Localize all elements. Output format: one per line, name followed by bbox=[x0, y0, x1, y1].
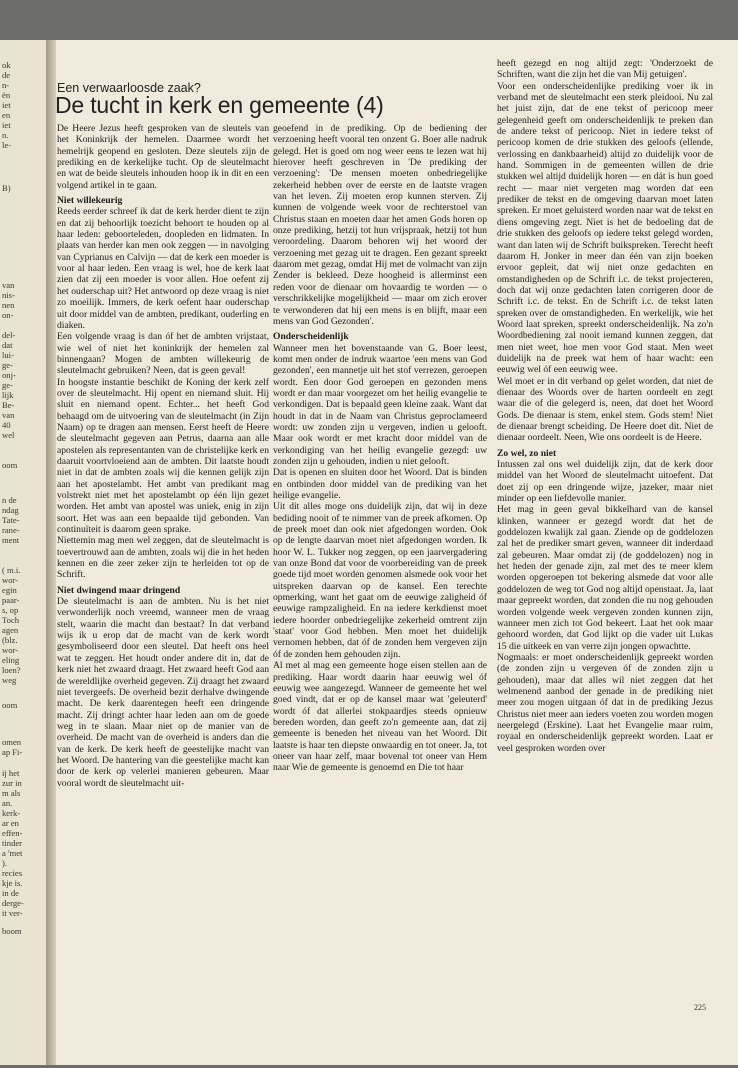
paragraph: heeft gezegd en nog altijd zegt: 'Onderzoekt de Schriften, want die zijn het die van Mij getuigen'. bbox=[497, 58, 713, 81]
prev-page-fragment: del- dat lui- ge- onj- ge- lijk Be- van 40 wel bbox=[2, 330, 16, 440]
article-column-1 bbox=[57, 123, 269, 789]
prev-page-fragment: omen ap Fi- bbox=[2, 737, 23, 757]
section-heading: Niet dwingend maar dringend bbox=[57, 584, 181, 596]
prev-page-fragment: ok de n- ën iet en iet n. le- bbox=[2, 60, 12, 150]
paragraph: Intussen zal ons wel duidelijk zijn, dat de kerk door middel van het Woord de sleutelmacht uitoefent. Dat doet zij op een dringende wijze, jazeker, maar niet minder op een liefdevolle manier. bbox=[497, 459, 713, 505]
section-heading: Onderscheidenlijk bbox=[273, 331, 349, 343]
prev-page-fragment: ( m.i. wor- egin paar- s, op Toch agen (blz. wor- eling loen? weg bbox=[2, 565, 21, 685]
paragraph: Wel moet er in dit verband op gelet worden, dat niet de dienaar des Woords over de harten oordeelt en zegt waar die of die gelegerd is, neen, dat doet het Woord Gods. De dienaar is stem, enkel stem. Gods stem! Niet de dienaar brengt scheiding. De Heere doet dit. Niet de dienaar oordeelt. Neen, Wie ons oordeelt is de Heere. bbox=[497, 375, 713, 444]
paragraph: Voor een onderscheidenlijke prediking voer ik in verband met de sleutelmacht een sterk pleidooi. Nu zal het juist zijn, dat de ene tekst of pericoop meer gelegenheid geeft om onderscheidenlijk te preken dan de andere tekst of pericoop. Niet in iedere tekst of pericoop komen de drie stukken des geloofs (ellende, verlossing en dankbaarheid) altijd zo duidelijk voor de hand. Sommigen in de gemeenten willen de drie stukken wel altijd duidelijk horen — en dát is hun goed recht — maar niet vergeten mag worden dat een prediker de tekst en de omgeving daarvan moet laten spreken. Er moet geluisterd worden naar wat de tekst en diens omgeving zegt. Niet is het de bedoeling dat de drie stukken des geloofs op iedere tekst gelegd worden, want dan laten wij de Schrift buikspreken. Terecht heeft daarom H. Jonker in meer dan één van zijn boeken ervoor gepleit, dat wij niet onze gedachten en omstandigheden op de Schrift i.c. de tekst projecteren, doch dat wij onze gedachten laten corrigeren door de Schrift i.c. de tekst. En de Schrift i.c. de tekst laten spreken over de omstandigheden. En werkelijk, wie het Woord laat spreken, spreekt onderscheidenlijk. Na zo'n Woordbediening zal nooit iemand kunnen zeggen, dat men niet weet, hoe men voor God staat. Men weet duidelijk na de preek wat hem of haar wacht: een eeuwig wel óf een eeuwig wee. bbox=[497, 80, 713, 376]
prev-page-fragment: ij het zur in m als an. kerk- ar en effen- tinder a 'met ). recies kje is. in de derge- it ver- bbox=[2, 768, 24, 918]
prev-page-fragment: oom bbox=[2, 700, 18, 710]
prev-page-fragment: B) bbox=[2, 183, 11, 193]
previous-page-edge bbox=[0, 40, 47, 1065]
paragraph: geoefend in de prediking. Op de bediening der verzoening heeft vooral ten onzent G. Boer alle nadruk gelegd. Het is goed om nog weer eens te lezen wat hij hierover heeft geschreven in 'De prediking der verzoening': 'De mensen moeten onbedriegelijke zekerheid hebben over de eerste en de laatste vragen van het leven. Zij moeten erop kunnen sterven. Zij kunnen de volgende week voor de rechterstoel van Christus staan en moeten daar het amen Gods horen op onze prediking, hetzij tot hun vrijspraak, hetzij tot hun veroordeling. Daarom behoren wij het woord der verzoening met gezag uit te dragen. Een gezant spreekt daarom met gezag, omdat Hij met de volmacht van zijn Zender is bekleed. Deze hoogheid is allerminst een reden voor de dienaar om hovaardig te worden — o verschrikkelijke mogelijkheid — maar om zich erover te verwonderen dat hij een mens is en blijft, maar een mens van God Gezonden'. bbox=[273, 123, 487, 327]
paragraph: De sleutelmacht is aan de ambten. Nu is het niet verwonderlijk noch vreemd, wanneer men de vraag stelt, waarin die macht dan bestaat? In dat verband wijs ik u erop dat de macht van de kerk wordt gesymboliseerd door een sleutel. Dat heeft ons heel wat te zeggen. Het houdt onder andere dit in, dat de kerk niet het zwaard draagt. Het zwaard heeft God aan de wereldlijke overheid gegeven. Zij draagt het zwaard niet tevergeefs. De overheid bezit derhalve dwingende macht. De kerk daarentegen heeft een dringende macht. Zij dringt achter haar leden aan om de goede weg in te slaan. Maar niet op de manier van de overheid. De macht van de overheid is anders dan die van de kerk. De kerk heeft de geestelijke macht van het Woord. De hantering van die geestelijke macht kan door de kerk op velerlei manieren gebeuren. Maar vooral wordt de sleutelmacht uit- bbox=[57, 596, 269, 789]
prev-page-fragment: van nis- nen on- bbox=[2, 280, 15, 320]
paragraph: Al met al mag een gemeente hoge eisen stellen aan de prediking. Haar wordt daarin haar eeuwig wel óf eeuwig wee aangezegd. Wanneer de gemeente het wel goed vindt, dat er op de kansel maar wat 'geleuterd' wordt óf dat allerlei stokpaardjes steeds opnieuw bereden worden, dan geeft zo'n gemeente aan, dat zij gemeente is beneden het niveau van het Woord. Dit laatste is haar ten diepste onwaardig en tot oneer. Ja, tot oneer van haar zelf, maar bovenal tot oneer van Hem naar Wie de gemeente is genoemd en Die tot haar bbox=[273, 660, 487, 774]
paragraph: Dat is openen en sluiten door het Woord. Dat is binden en ontbinden door middel van de prediking van het heilige evangelie. bbox=[273, 467, 487, 501]
article-column-3 bbox=[497, 58, 713, 754]
paragraph: Nogmaals: er moet onderscheidenlijk gepreekt worden (de zonden zijn u vergeven óf de zonden zijn u gehouden), maar dat alles wil niet zeggen dat het welmenend aanbod der genade in de prediking niet meer zou mogen uitgaan óf dat in de prediking Jezus Christus niet meer aan ieders voeten zou worden mogen neergelegd (Erskine). Laat het Evangelie maar ruim, royaal en onderscheidenlijk gepreekt worden. Laat er veel gesproken worden over bbox=[497, 651, 713, 754]
paragraph: Het mag in geen geval bikkelhard van de kansel klinken, wanneer er gezegd wordt dat het de goddelozen kwalijk zal gaan. Ziende op de goddelozen zal het de prediker smart geven, wanneer dit inderdaad zal gebeuren. Maar omdat zij (de goddelozen) nog in het heden der genade zijn, zal met des te meer klem worden opgeroepen tot bekering alsmede dat voor alle goddelozen de weg tot God nog altijd openstaat. Ja, laat maar gepreekt worden, dat zonden die nu nog gehouden worden volgende week vergeven zonden kunnen zijn, wanneer men zich tot God bekeert. Laat het ook maar gehoord worden, dat God lijkt op die vader uit Lukas 15 die uitkeek en van verre zijn jongen opwachtte. bbox=[497, 504, 713, 652]
paragraph: Reeds eerder schreef ik dat de kerk herder dient te zijn en dat zij behoorlijk toezicht behoort te houden op al haar leden: geboorteleden, doopleden en lidmaten. In plaats van herder kan men ook zeggen — in navolging van Cyprianus en Calvijn — dat de kerk een moeder is voor al haar leden. Een vraag is wel, hoe de kerk laat zien dat zij een moeder is voor allen. Hoe oefent zij het ouderschap uit? Het antwoord op deze vraag is niet zo moeilijk. Immers, de kerk oefent haar ouderschap uit door middel van de ambten, predikant, ouderling en diaken. bbox=[57, 206, 269, 331]
paragraph: In hoogste instantie beschikt de Koning der kerk zelf over de sleutelmacht. Hij opent en niemand sluit. Hij sluit en niemand opent. Echter... het heeft God behaagd om de uitvoering van de sleutelmacht (in Zijn Naam) op te dragen aan mensen. Eerst heeft de Heere de sleutelmacht gegeven aan Petrus, daarna aan alle apostelen als representanten van de christelijke kerk en daaruit voortvloeiend aan de ambten. Dit laatste houdt niet in dat de ambten zoals wij die kennen gelijk zijn aan het apostelambt. Het ambt van predikant mag volstrekt niet met het apostelambt op één lijn gezet worden. Het ambt van apostel was uniek, enig in zijn soort. Het was aan een bepaalde tijd gebonden. Van continuïteit is daarom geen sprake. bbox=[57, 376, 269, 536]
prev-page-fragment: boom bbox=[2, 926, 22, 936]
paragraph: Een volgende vraag is dan óf het de ambten vrijstaat, wie wel of niet het koninkrijk der hemelen zal binnengaan? Mogen de ambten willekeurig de sleutelmacht gebruiken? Neen, dat is geen geval! bbox=[57, 331, 269, 377]
paragraph: De Heere Jezus heeft gesproken van de sleutels van het Koninkrijk der hemelen. Daarmee wordt het hemelrijk geopend en gesloten. Deze sleutels zijn de prediking en de kerkelijke tucht. Op de sleutelmacht en wat de beide sleutels inhouden hoop ik in dit en een volgend artikel in te gaan. bbox=[57, 123, 269, 191]
paragraph: Niettemin mag men wel zeggen, dat de sleutelmacht is toevertrouwd aan de ambten, zoals wij die in het heden kennen en die zeer zeker zijn te herleiden tot op de Schrift. bbox=[57, 535, 269, 581]
prev-page-fragment: oom bbox=[2, 460, 18, 470]
article-kicker: Een verwaarloosde zaak? bbox=[57, 81, 201, 95]
page-number: 225 bbox=[694, 1003, 706, 1012]
section-heading: Niet willekeurig bbox=[57, 195, 123, 207]
prev-page-fragment: n de ndag Tate- rane- ment bbox=[2, 495, 20, 545]
paragraph: Wanneer men het bovenstaande van G. Boer leest, komt men onder de indruk waartoe 'een mens van God gezonden', een mannetje uit het stof verrezen, geroepen wordt. Een door God geroepen en gezonden mens wordt er dan maar voorgezet om het heilig evangelie te verkondigen. Dat is bepaald geen kleine zaak. Want dat houdt in dat in de Naam van Christus geproclameerd wordt: uw zonden zijn u vergeven, indien u gelooft. Maar ook wordt er met kracht door middel van de verkondiging van het heilig evangelie gezegd: uw zonden zijn u gehouden, indien u niet gelooft. bbox=[273, 342, 487, 467]
section-heading: Zo wel, zo niet bbox=[497, 447, 557, 459]
article-column-2 bbox=[273, 123, 487, 774]
book-gutter bbox=[46, 40, 56, 1065]
article-headline: De tucht in kerk en gemeente (4) bbox=[55, 92, 384, 118]
paragraph: Uit dit alles moge ons duidelijk zijn, dat wij in deze bediding nooit of te nimmer van de preek afkomen. Op de preek moet dan ook niet afgedongen worden. Ook op de lengte daarvan moet niet afgedongen worden. Ik hoor W. L. Tukker nog zeggen, op een jaarvergadering van onze Bond dat voor de voorbereiding van de preek goede tijd moet worden genomen alsmede ook voor het uitspreken daarvan op de kansel. Een terechte opmerking, want het gaat om de eeuwige zaligheid óf eeuwige rampzaligheid. En na iedere kerkdienst moet iedere hoorder onbedriegelijke zekerheid omtrent zijn 'staat' voor God hebben. Men moet het duidelijk vernomen hebben, dat óf de zonden hem vergeven zijn óf de zonden hem gehouden zijn. bbox=[273, 501, 487, 660]
